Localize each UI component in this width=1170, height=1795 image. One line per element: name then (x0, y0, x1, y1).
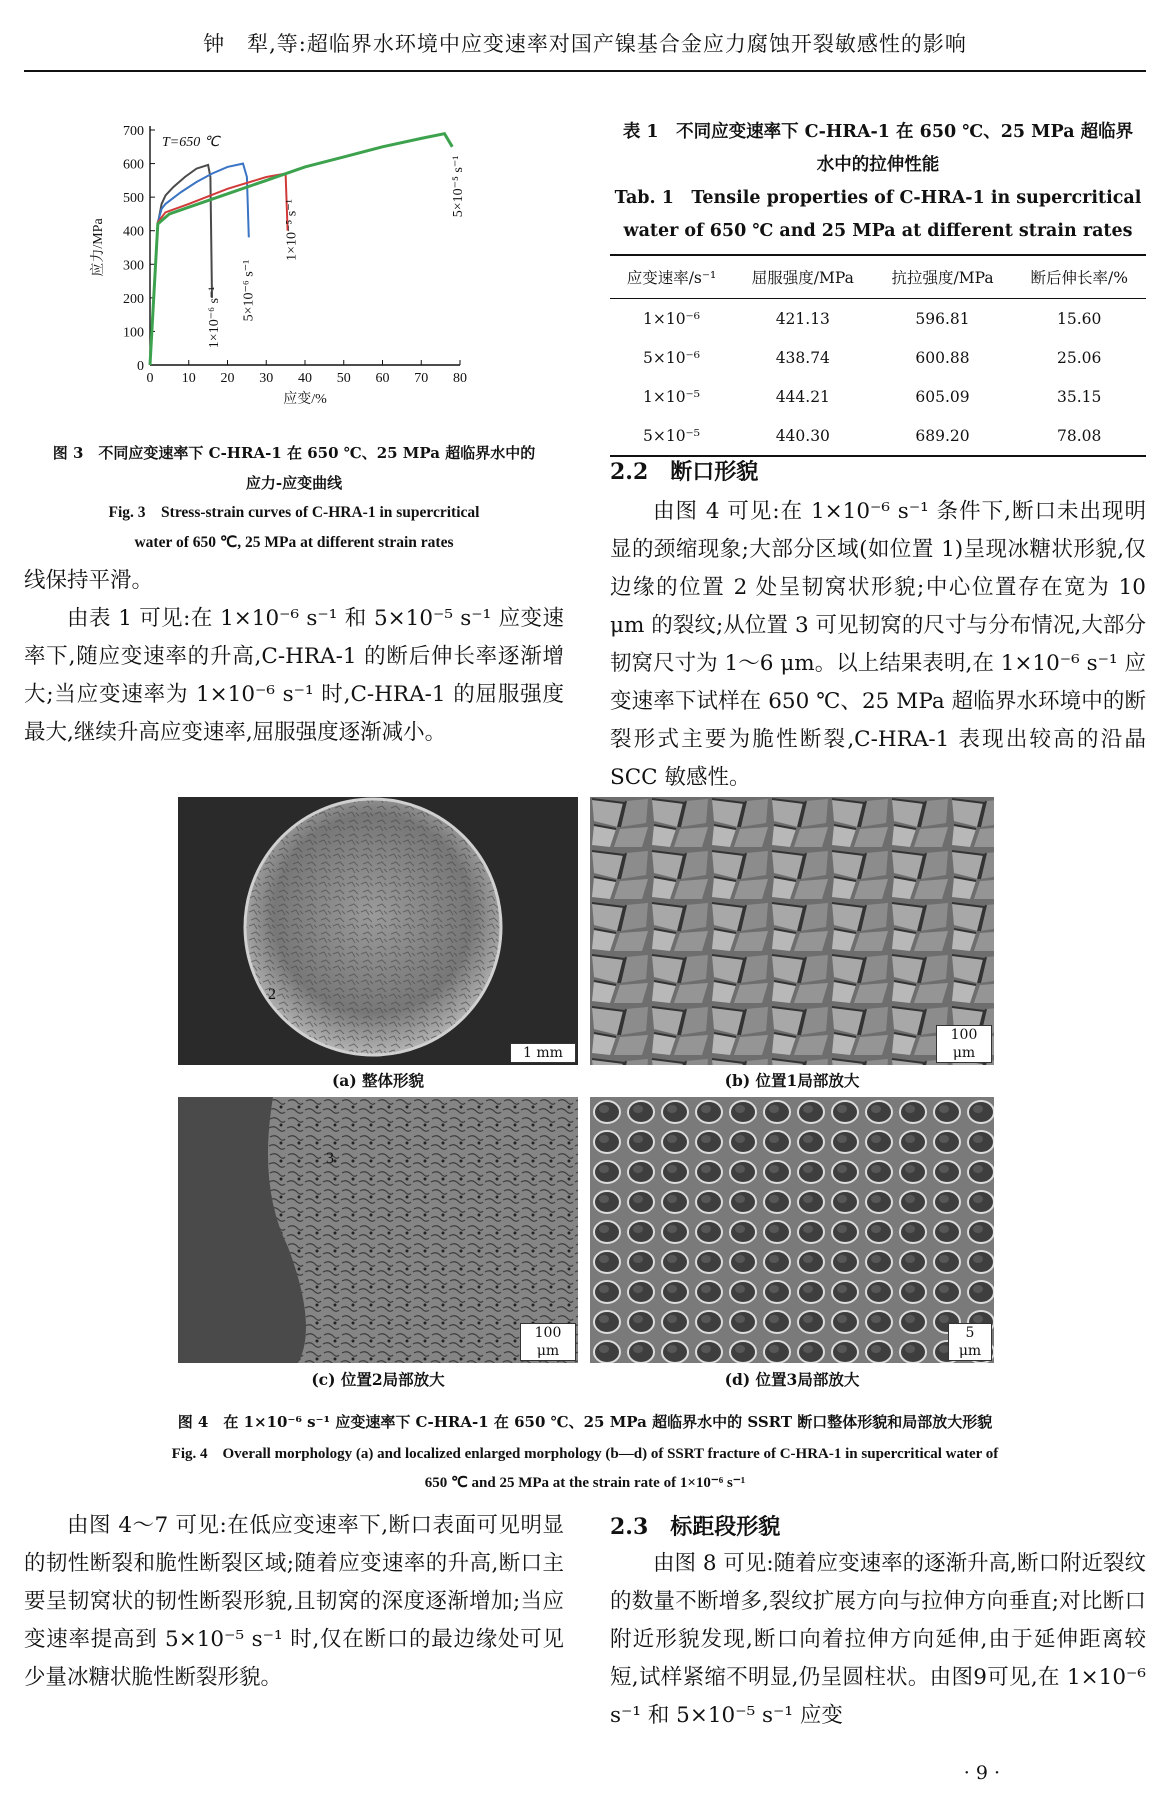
table-row (610, 416, 1146, 456)
table1-title-zh-2: 水中的拉伸性能 (816, 155, 940, 175)
curve-label-3: 1×10⁻⁵ s⁻¹ (284, 199, 300, 261)
table-cell: 596.81 (915, 309, 970, 328)
header-rule (24, 70, 1146, 72)
table-cell: 605.09 (915, 387, 970, 406)
series-line-1 (150, 165, 212, 365)
table-cell: 689.20 (873, 416, 1013, 456)
position-3-marker: 3 (326, 1150, 334, 1167)
y-tick-label: 0 (137, 359, 144, 374)
table-cell: 438.74 (775, 348, 830, 367)
intergranular-facets-image (590, 797, 994, 1065)
series-line-2 (150, 164, 249, 365)
section-2-3-title: 2.3 标距段形貌 (610, 1514, 781, 1540)
table-cell: 78.08 (1012, 416, 1146, 456)
y-tick-label: 400 (123, 224, 144, 240)
table-header-row (610, 255, 1146, 299)
y-tick-label: 200 (123, 291, 144, 307)
bottom-left-paragraph: 由图 4～7 可见:在低应变速率下,断口表面可见明显的韧性断裂和脆性断裂区域;随着应变速率的升高,断口主要呈韧窝状的韧性断裂形貌,且韧窝的深度逐渐增加;当应变速率提高到 5×10⁻⁵ s⁻¹ 时,仅在断口的最边缘处可见少量冰糖状脆性断裂形貌。 (24, 1513, 564, 1690)
table-cell: 444.21 (775, 387, 830, 406)
fig4-panel-b (590, 797, 994, 1065)
table-cell: 35.15 (1057, 387, 1102, 406)
fig4-caption-en-2: 650 ℃ and 25 MPa at the strain rate of 1×10⁻⁶ s⁻¹ (424, 1475, 746, 1491)
table-cell: 5×10⁻⁶ (642, 348, 700, 367)
running-header: 钟 犁,等:超临界水环境中应变速率对国产镍基合金应力腐蚀开裂敏感性的影响 (203, 32, 967, 56)
y-tick-label: 100 (123, 325, 144, 341)
x-tick-label: 80 (453, 371, 467, 386)
y-tick-label: 300 (123, 258, 144, 274)
curve-label-4: 5×10⁻⁵ s⁻¹ (450, 155, 466, 218)
table-header-elongation: 断后伸长率/% (1012, 255, 1146, 299)
edge-dimple-zone-image (178, 1097, 578, 1363)
table-header-yield: 屈服强度/MPa (733, 255, 873, 299)
x-tick-label: 70 (414, 371, 429, 386)
x-tick-label: 40 (298, 371, 312, 386)
table-header-tensile: 抗拉强度/MPa (873, 255, 1013, 299)
y-tick-label: 500 (123, 191, 144, 207)
table-row (610, 338, 1146, 377)
panel-a-caption: (a) 整体形貌 (331, 1071, 425, 1090)
table1-title-zh-1: 表 1 不同应变速率下 C-HRA-1 在 650 ℃、25 MPa 超临界 (622, 122, 1134, 142)
fig4-caption-en-1: Fig. 4 Overall morphology (a) and localized enlarged morphology (b—d) of SSRT fracture of C-HRA-1 in supercritical water of (171, 1446, 999, 1462)
table-row (610, 299, 1146, 339)
paragraph-continuation: 线保持平滑。 (24, 568, 154, 593)
table-row (610, 377, 1146, 416)
fig3-caption (24, 438, 564, 558)
x-tick-label: 20 (220, 371, 235, 386)
x-axis-label: 应变/% (283, 392, 327, 407)
table-cell: 421.13 (775, 309, 830, 328)
fig4-panel-c (178, 1097, 578, 1363)
scale-bar: 100 μm (520, 1323, 576, 1361)
y-axis-label: 应力/MPa (91, 218, 106, 277)
section-2-3-paragraph: 由图 8 可见:随着应变速率的逐渐升高,断口附近裂纹的数量不断增多,裂纹扩展方向与拉伸方向垂直;对比断口附近形貌发现,断口向着拉伸方向延伸,由于延伸距离较短,试样紧缩不明显,仍呈圆柱状。由图9可见,在 1×10⁻⁶ s⁻¹ 和 5×10⁻⁵ s⁻¹ 应变 (610, 1551, 1146, 1728)
table-cell: 1×10⁻⁶ (642, 309, 700, 328)
panel-b-caption: (b) 位置1局部放大 (724, 1071, 860, 1090)
scale-bar: 100 μm (936, 1025, 992, 1063)
fig4-caption-zh: 图 4 在 1×10⁻⁶ s⁻¹ 应变速率下 C-HRA-1 在 650 ℃、25 MPa 超临界水中的 SSRT 断口整体形貌和局部放大形貌 (177, 1413, 993, 1431)
curve-label-2: 5×10⁻⁶ s⁻¹ (241, 259, 257, 322)
table-cell: 5×10⁻⁵ (610, 416, 733, 456)
fig3-caption-en-1: Fig. 3 Stress-strain curves of C-HRA-1 in supercritical (108, 504, 480, 521)
table-cell: 440.30 (733, 416, 873, 456)
x-tick-label: 50 (336, 371, 351, 386)
fig3-caption-zh-1: 图 3 不同应变速率下 C-HRA-1 在 650 ℃、25 MPa 超临界水中的 (52, 444, 536, 462)
stress-strain-chart (70, 108, 490, 428)
fracture-overall-image (178, 797, 578, 1065)
panel-d-caption: (d) 位置3局部放大 (724, 1370, 860, 1389)
fig3-caption-zh-2: 应力-应变曲线 (245, 474, 343, 492)
table1-title (598, 116, 1158, 248)
table-cell: 25.06 (1057, 348, 1102, 367)
table-cell: 15.60 (1057, 309, 1102, 328)
section-2-2-title: 2.2 断口形貌 (610, 459, 759, 485)
fig4-panel-a (178, 797, 578, 1065)
y-tick-label: 700 (123, 124, 144, 139)
page-number: · 9 · (963, 1762, 1000, 1784)
temperature-annotation: T=650 ℃ (162, 135, 220, 150)
table1-title-en-1: Tab. 1 Tensile properties of C-HRA-1 in supercritical (614, 188, 1142, 208)
fig3-caption-en-2: water of 650 ℃, 25 MPa at different strain rates (134, 534, 454, 551)
dimples-closeup-image (590, 1097, 994, 1363)
left-column-text (24, 562, 564, 752)
table-cell: 1×10⁻⁵ (642, 387, 700, 406)
table-cell: 600.88 (915, 348, 970, 367)
panel-c-caption: (c) 位置2局部放大 (311, 1370, 445, 1389)
paragraph-table1-discussion: 由表 1 可见:在 1×10⁻⁶ s⁻¹ 和 5×10⁻⁵ s⁻¹ 应变速率下,随应变速率的升高,C-HRA-1 的断后伸长率逐渐增大;当应变速率为 1×10⁻⁶ s⁻¹ 时,C-HRA-1 的屈服强度最大,继续升高应变速率,屈服强度逐渐减小。 (24, 606, 564, 745)
x-tick-label: 10 (181, 371, 196, 386)
table1-title-en-2: water of 650 ℃ and 25 MPa at different strain rates (623, 221, 1133, 241)
scale-bar: 5 μm (948, 1323, 992, 1361)
x-tick-label: 60 (375, 371, 390, 386)
y-tick-label: 600 (123, 157, 144, 173)
fig4-panel-d (590, 1097, 994, 1363)
scale-bar: 1 mm (510, 1043, 576, 1063)
table-header-strain-rate: 应变速率/s⁻¹ (610, 255, 733, 299)
tensile-properties-table (610, 254, 1146, 457)
section-2-2-paragraph: 由图 4 可见:在 1×10⁻⁶ s⁻¹ 条件下,断口未出现明显的颈缩现象;大部分区域(如位置 1)呈现冰糖状形貌,仅边缘的位置 2 处呈韧窝状形貌;中心位置存在宽为 10 μm 的裂纹;从位置 3 可见韧窝的尺寸与分布情况,大部分韧窝尺寸为 1～6 μm。以上结果表明,在 1×10⁻⁶ s⁻¹ 应变速率下试样在 650 ℃、25 MPa 超临界水环境中的断裂形式主要为脆性断裂,C-HRA-1 表现出较高的沿晶 SCC 敏感性。 (610, 499, 1146, 790)
x-tick-label: 0 (146, 371, 154, 386)
curve-label-1: 1×10⁻⁶ s⁻¹ (206, 286, 222, 349)
position-2-marker: 2 (268, 986, 276, 1003)
x-tick-label: 30 (259, 371, 274, 386)
